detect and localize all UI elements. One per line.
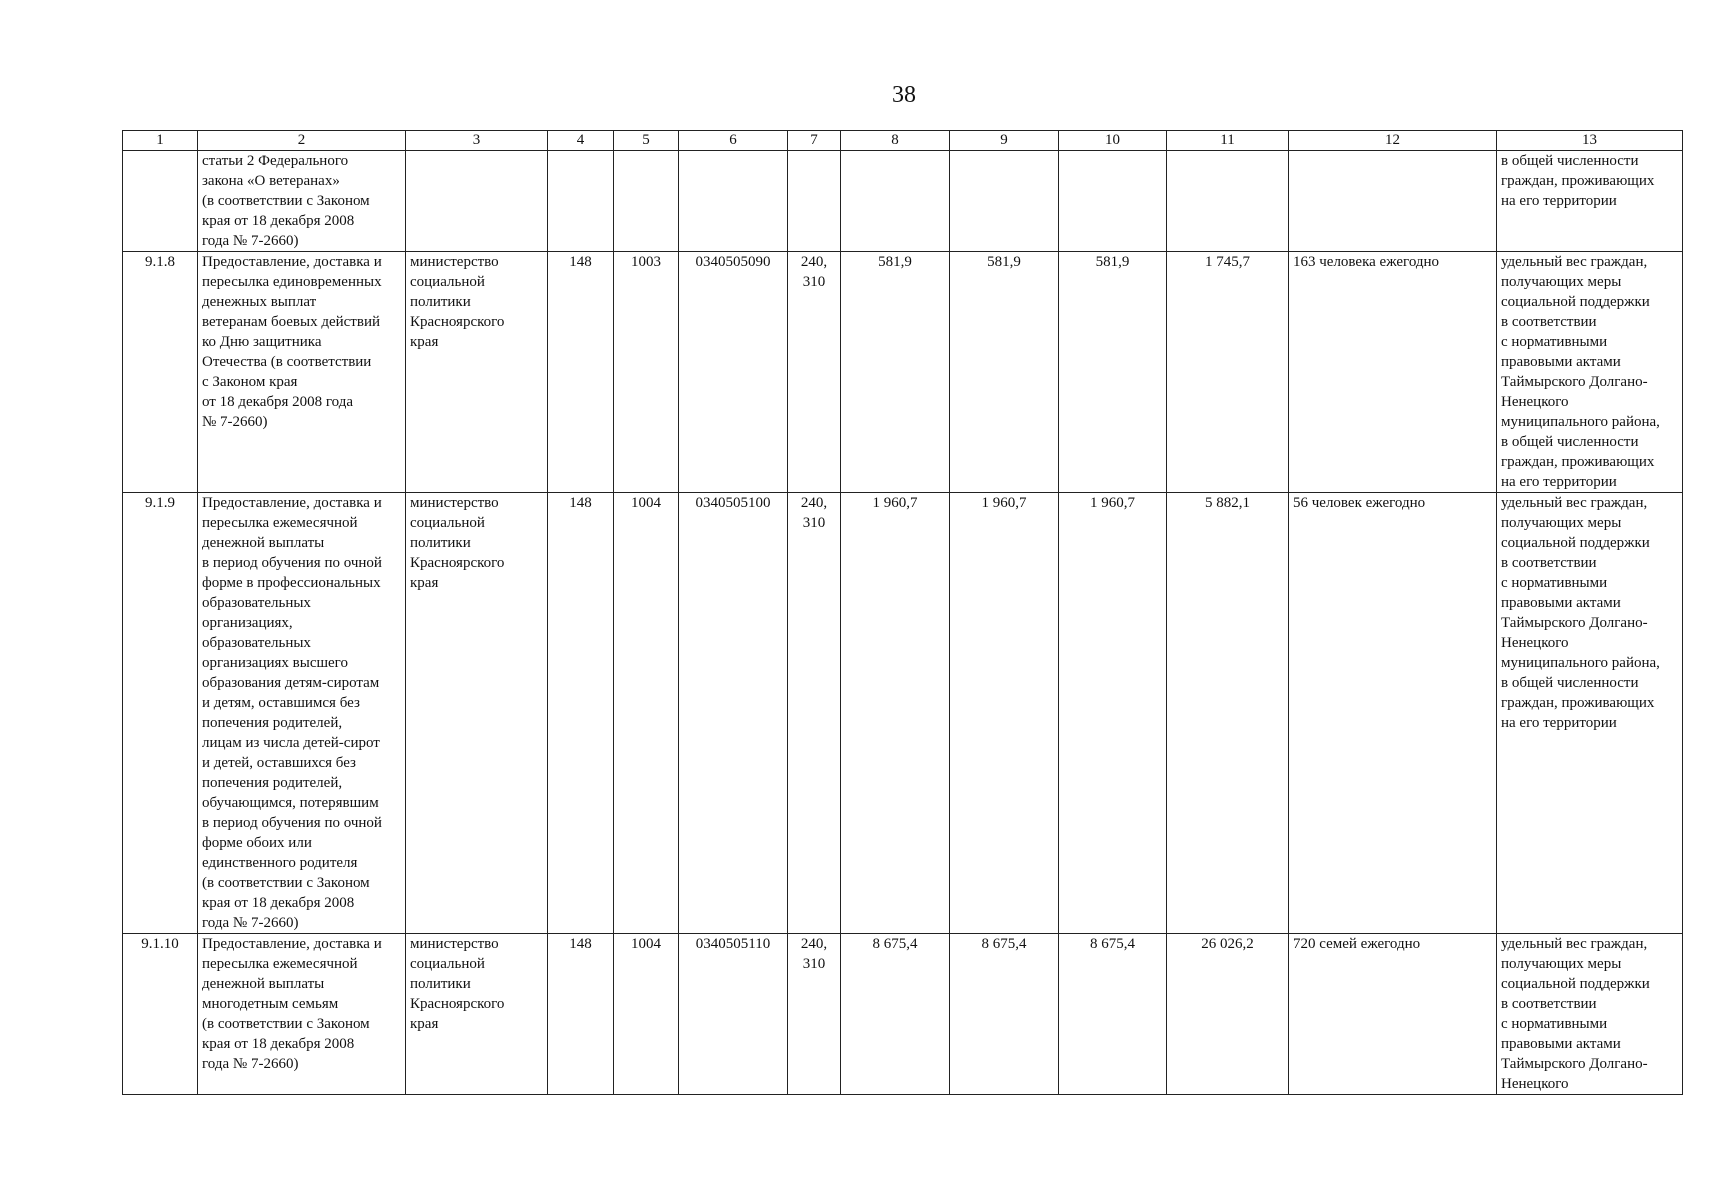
budget-administrator: министерство социальной политики Красноярского края [406, 493, 548, 934]
amount-year-3: 1 960,7 [1059, 493, 1167, 934]
code-rzpr: 1003 [614, 252, 679, 493]
row-number: 9.1.9 [123, 493, 198, 934]
row-number [123, 151, 198, 252]
program-measures-table [122, 130, 1683, 1095]
code-vr [788, 151, 841, 252]
indicator-text: удельный вес граждан, получающих меры социальной поддержки в соответствии с нормативными правовыми актами Таймырского Долгано- Ненецкого муниципального района, в общей численности граждан, проживающих на его территории [1497, 252, 1683, 493]
budget-administrator: министерство социальной политики Красноярского края [406, 252, 548, 493]
amount-total: 26 026,2 [1167, 934, 1289, 1095]
code-grbs: 148 [548, 252, 614, 493]
column-header: 13 [1497, 131, 1683, 151]
code-grbs [548, 151, 614, 252]
amount-year-2 [950, 151, 1059, 252]
code-vr: 240, 310 [788, 252, 841, 493]
amount-year-3 [1059, 151, 1167, 252]
code-csr: 0340505110 [679, 934, 788, 1095]
code-csr: 0340505090 [679, 252, 788, 493]
column-header: 7 [788, 131, 841, 151]
amount-year-1: 581,9 [841, 252, 950, 493]
code-vr: 240, 310 [788, 934, 841, 1095]
amount-total [1167, 151, 1289, 252]
table-row [123, 934, 1683, 1095]
budget-administrator [406, 151, 548, 252]
code-csr: 0340505100 [679, 493, 788, 934]
measure-name: Предоставление, доставка и пересылка ежемесячной денежной выплаты многодетным семьям (в соответствии с Законом края от 18 декабря 2008 года № 7-2660) [198, 934, 406, 1095]
budget-administrator: министерство социальной политики Красноярского края [406, 934, 548, 1095]
column-header: 2 [198, 131, 406, 151]
column-header: 1 [123, 131, 198, 151]
indicator-text: в общей численности граждан, проживающих на его территории [1497, 151, 1683, 252]
column-header: 11 [1167, 131, 1289, 151]
page-number: 38 [892, 82, 916, 108]
code-rzpr [614, 151, 679, 252]
column-header: 5 [614, 131, 679, 151]
measure-name: Предоставление, доставка и пересылка ежемесячной денежной выплаты в период обучения по очной форме в профессиональных образовательных организациях, образовательных организациях высшего образования детям-сиротам и детям, оставшимся без попечения родителей, лицам из числа детей-сирот и детей, оставшихся без попечения родителей, обучающимся, потерявшим в период обучения по очной форме обоих или единственного родителя (в соответствии с Законом края от 18 декабря 2008 года № 7-2660) [198, 493, 406, 934]
column-header: 9 [950, 131, 1059, 151]
expected-result: 163 человека ежегодно [1289, 252, 1497, 493]
code-rzpr: 1004 [614, 493, 679, 934]
indicator-text: удельный вес граждан, получающих меры социальной поддержки в соответствии с нормативными правовыми актами Таймырского Долгано- Ненецкого муниципального района, в общей численности граждан, проживающих на его территории [1497, 493, 1683, 934]
column-header: 10 [1059, 131, 1167, 151]
amount-total: 1 745,7 [1167, 252, 1289, 493]
table-row [123, 252, 1683, 493]
amount-year-1 [841, 151, 950, 252]
column-header: 4 [548, 131, 614, 151]
column-number-row [123, 131, 1683, 151]
code-grbs: 148 [548, 493, 614, 934]
column-header: 12 [1289, 131, 1497, 151]
amount-year-1: 8 675,4 [841, 934, 950, 1095]
code-csr [679, 151, 788, 252]
row-number: 9.1.8 [123, 252, 198, 493]
code-rzpr: 1004 [614, 934, 679, 1095]
code-grbs: 148 [548, 934, 614, 1095]
amount-year-3: 8 675,4 [1059, 934, 1167, 1095]
column-header: 6 [679, 131, 788, 151]
amount-year-3: 581,9 [1059, 252, 1167, 493]
table-row [123, 151, 1683, 252]
measure-name: статьи 2 Федерального закона «О ветеранах» (в соответствии с Законом края от 18 декабря 2008 года № 7-2660) [198, 151, 406, 252]
column-header: 8 [841, 131, 950, 151]
expected-result [1289, 151, 1497, 252]
row-number: 9.1.10 [123, 934, 198, 1095]
measure-name: Предоставление, доставка и пересылка единовременных денежных выплат ветеранам боевых действий ко Дню защитника Отечества (в соответствии с Законом края от 18 декабря 2008 года № 7-2660) [198, 252, 406, 493]
expected-result: 720 семей ежегодно [1289, 934, 1497, 1095]
indicator-text: удельный вес граждан, получающих меры социальной поддержки в соответствии с нормативными правовыми актами Таймырского Долгано- Ненецкого [1497, 934, 1683, 1095]
column-header: 3 [406, 131, 548, 151]
amount-year-1: 1 960,7 [841, 493, 950, 934]
expected-result: 56 человек ежегодно [1289, 493, 1497, 934]
amount-year-2: 8 675,4 [950, 934, 1059, 1095]
table-row [123, 493, 1683, 934]
amount-year-2: 1 960,7 [950, 493, 1059, 934]
code-vr: 240, 310 [788, 493, 841, 934]
amount-total: 5 882,1 [1167, 493, 1289, 934]
amount-year-2: 581,9 [950, 252, 1059, 493]
